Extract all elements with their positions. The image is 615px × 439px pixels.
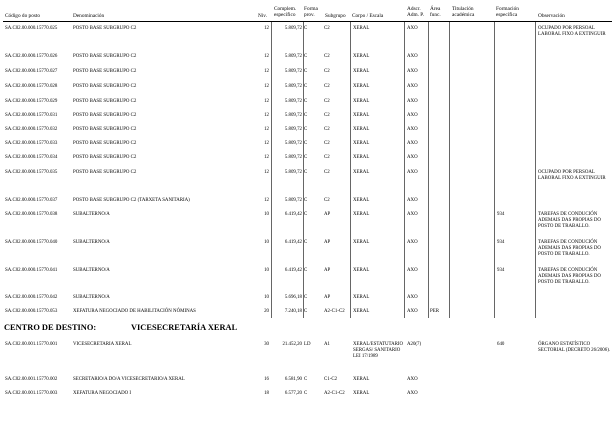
cell-body: XERAL [353,113,370,118]
cell-body: XERAL [353,99,370,104]
header-forma: Forma prov. [304,6,318,18]
cell-level: 12 [264,127,269,132]
cell-denomination: POSTO BASE SUBGRUPO C2 [73,26,137,31]
cell-denomination: POSTO BASE SUBGRUPO C2 [73,54,137,59]
cell-training: 640 [497,342,505,347]
cell-adscription: AXO [407,240,418,245]
cell-adscription: AXO [407,26,418,31]
cell-adscription: AXO [407,295,418,300]
cell-level: 12 [264,26,269,31]
cell-provision: C [304,198,308,203]
cell-training: 934 [497,268,505,273]
cell-complement: 5.809,72 [284,170,302,175]
cell-level: 10 [264,268,269,273]
cell-level: 12 [264,198,269,203]
cell-subgroup: A2-C1-C2 [324,309,345,314]
cell-complement: 5.809,72 [284,99,302,104]
cell-code: SA.C02.00.000.15770.042 [5,295,58,300]
cell-code: SA.C02.00.000.15770.026 [5,54,58,59]
cell-subgroup: AP [324,295,331,300]
column-divider [350,22,351,318]
cell-level: 12 [264,141,269,146]
cell-provision: C [304,240,308,245]
cell-provision: C [304,113,308,118]
cell-denomination: POSTO BASE SUBGRUPO C2 [73,113,137,118]
cell-adscription: AXO [407,155,418,160]
cell-subgroup: C2 [324,54,330,59]
cell-provision: C [304,212,308,217]
cell-adscription: AXO [407,127,418,132]
cell-denomination: XEFATURA NEGOCIADO I [73,391,132,396]
cell-body: XERAL [353,155,370,160]
cell-code: SA.C02.00.000.15770.053 [5,309,58,314]
cell-denomination: POSTO BASE SUBGRUPO C2 [73,99,137,104]
cell-code: SA.C02.00.001.15770.001 [5,342,58,347]
cell-subgroup: C2 [324,127,330,132]
cell-provision: C [304,127,308,132]
cell-provision: C [304,391,308,396]
header-area: Área func. [430,6,441,18]
cell-body: XERAL [353,127,370,132]
cell-complement: 5.809,72 [284,26,302,31]
cell-subgroup: C2 [324,84,330,89]
cell-adscription: AXO [407,309,418,314]
cell-code: SA.C02.00.000.15770.032 [5,127,58,132]
cell-adscription: AXO [407,391,418,396]
cell-adscription: A20(7) [407,342,422,347]
cell-provision: C [304,295,308,300]
cell-code: SA.C02.00.000.15770.038 [5,212,58,217]
header-formacion: Formación específica [496,6,519,18]
cell-body: XERAL [353,170,370,175]
cell-subgroup: C2 [324,26,330,31]
header-rule [3,21,612,22]
cell-denomination: POSTO BASE SUBGRUPO C2 [73,141,137,146]
cell-denomination: SECRETARIO/A DO/A VICESECRETARIO/A XERAL [73,377,185,382]
cell-subgroup: C1-C2 [324,377,338,382]
cell-body: XERAL [353,26,370,31]
cell-body: XERAL [353,295,370,300]
cell-adscription: AXO [407,377,418,382]
cell-training: 934 [497,212,505,217]
cell-complement: 5.809,72 [284,84,302,89]
cell-complement: 5.809,72 [284,141,302,146]
cell-body: XERAL [353,141,370,146]
cell-code: SA.C02.00.000.15770.031 [5,113,58,118]
cell-subgroup: C2 [324,113,330,118]
cell-adscription: AXO [407,84,418,89]
cell-code: SA.C02.00.001.15770.002 [5,377,58,382]
cell-denomination: POSTO BASE SUBGRUPO C2 (TARXETA SANITARIA) [73,198,190,203]
header-denominacion: Denominación [73,13,105,19]
cell-observation: TAREFAS DE CONDUCIÓN ADEMAIS DAS PROPIAS DO POSTO DE TRABALLO. [538,212,601,229]
cell-denomination: SUBALTERNO/A [73,240,110,245]
cell-code: SA.C02.00.001.15770.003 [5,391,58,396]
cell-subgroup: AP [324,240,331,245]
cell-code: SA.C02.00.000.15770.025 [5,26,58,31]
cell-complement: 6.577,20 [284,391,302,396]
cell-provision: C [304,141,308,146]
cell-provision: C [304,69,308,74]
cell-body: XERAL [353,84,370,89]
cell-observation: TAREFAS DE CONDUCIÓN ADEMAIS DAS PROPIAS DO POSTO DE TRABALLO. [538,268,601,285]
cell-subgroup: AP [324,268,331,273]
cell-observation: OCUPADO POR PERSOAL LABORAL FIXO A EXTINGUIR [538,170,606,181]
cell-code: SA.C02.00.000.15770.035 [5,170,58,175]
cell-adscription: AXO [407,268,418,273]
cell-provision: C [304,377,308,382]
cell-adscription: AXO [407,170,418,175]
cell-denomination: SUBALTERNO/A [73,268,110,273]
cell-level: 12 [264,155,269,160]
cell-code: SA.C02.00.000.15770.028 [5,84,58,89]
cell-provision: LD [304,342,311,347]
cell-body: XERAL [353,377,370,382]
cell-subgroup: C2 [324,170,330,175]
header-titulacion: Titulación académica [452,6,475,18]
cell-complement: 5.696,18 [284,295,302,300]
cell-level: 16 [264,377,269,382]
cell-complement: 5.809,72 [284,69,302,74]
header-observacion: Observación [538,13,565,19]
cell-subgroup: C2 [324,99,330,104]
cell-observation: TAREFAS DE CONDUCIÓN ADEMAIS DAS PROPIAS DO POSTO DE TRABALLO. [538,240,601,257]
cell-level: 18 [264,391,269,396]
cell-observation: OCUPADO POR PERSOAL LABORAL FIXO A EXTINGUIR [538,26,606,37]
column-divider [535,22,536,318]
cell-denomination: XEFATURA NEGOCIADO DE HABILITACIÓN NÓMINAS [73,309,196,314]
cell-adscription: AXO [407,69,418,74]
cell-denomination: POSTO BASE SUBGRUPO C2 [73,84,137,89]
cell-provision: C [304,309,308,314]
cell-body: XERAL [353,391,370,396]
column-divider [449,22,450,318]
cell-level: 12 [264,54,269,59]
cell-body: XERAL [353,268,370,273]
cell-provision: C [304,84,308,89]
column-divider [494,22,495,318]
cell-complement: 5.809,72 [284,127,302,132]
cell-denomination: POSTO BASE SUBGRUPO C2 [73,69,137,74]
cell-complement: 6.419,42 [284,212,302,217]
cell-code: SA.C02.00.000.15770.027 [5,69,58,74]
column-divider [271,22,272,318]
cell-code: SA.C02.00.000.15770.029 [5,99,58,104]
cell-level: 10 [264,212,269,217]
cell-adscription: AXO [407,212,418,217]
cell-body: XERAL [353,198,370,203]
cell-level: 12 [264,170,269,175]
cell-complement: 5.809,72 [284,198,302,203]
cell-level: 20 [264,309,269,314]
cell-complement: 5.809,72 [284,113,302,118]
cell-denomination: POSTO BASE SUBGRUPO C2 [73,155,137,160]
cell-code: SA.C02.00.000.15770.037 [5,198,58,203]
cell-provision: C [304,26,308,31]
cell-area: PER [430,309,439,314]
cell-code: SA.C02.00.000.15770.033 [5,141,58,146]
cell-complement: 21.452,20 [282,342,302,347]
cell-complement: 5.809,72 [284,155,302,160]
cell-adscription: AXO [407,141,418,146]
cell-subgroup: C2 [324,69,330,74]
cell-provision: C [304,99,308,104]
cell-subgroup: AP [324,212,331,217]
cell-subgroup: C2 [324,141,330,146]
cell-complement: 6.581,90 [284,377,302,382]
cell-complement: 5.809,72 [284,54,302,59]
cell-complement: 6.419,42 [284,268,302,273]
cell-body: XERAL [353,212,370,217]
cell-level: 12 [264,113,269,118]
cell-body: XERAL [353,54,370,59]
cell-subgroup: A2-C1-C2 [324,391,345,396]
header-adscr: Adscr. Adm. P. [407,6,424,18]
cell-provision: C [304,54,308,59]
cell-body: XERAL [353,309,370,314]
cell-training: 934 [497,240,505,245]
cell-denomination: SUBALTERNO/A [73,212,110,217]
cell-level: 10 [264,240,269,245]
header-complem: Complem. específico [274,6,297,18]
cell-adscription: AXO [407,99,418,104]
destination-center-name: VICESECRETARÍA XERAL [131,323,238,332]
cell-provision: C [304,155,308,160]
cell-level: 10 [264,295,269,300]
destination-center-label: CENTRO DE DESTINO: [4,323,97,332]
column-divider [404,22,405,318]
header-subgrupo: Subgrupo [325,13,346,19]
cell-body: XERAL [353,69,370,74]
cell-complement: 6.419,42 [284,240,302,245]
cell-denomination: POSTO BASE SUBGRUPO C2 [73,127,137,132]
header-niv: Niv. [258,13,267,19]
cell-level: 30 [264,342,269,347]
header-corpo: Corpo / Escala [352,13,384,19]
cell-level: 12 [264,99,269,104]
cell-code: SA.C02.00.000.15770.040 [5,240,58,245]
cell-provision: C [304,268,308,273]
cell-complement: 7.240,18 [284,309,302,314]
cell-level: 12 [264,84,269,89]
cell-level: 12 [264,69,269,74]
cell-subgroup: A1 [324,342,330,347]
cell-provision: C [304,170,308,175]
cell-code: SA.C02.00.000.15770.041 [5,268,58,273]
cell-denomination: SUBALTERNO/A [73,295,110,300]
cell-observation: ÓRGANO ESTATÍSTICO SECTORIAL (DECRETO 26/2006). [538,342,611,353]
cell-adscription: AXO [407,54,418,59]
cell-denomination: VICESECRETARIA XERAL [73,342,132,347]
cell-denomination: POSTO BASE SUBGRUPO C2 [73,170,137,175]
cell-subgroup: C2 [324,198,330,203]
cell-adscription: AXO [407,198,418,203]
cell-subgroup: C2 [324,155,330,160]
cell-body: XERAL/ESTATUTARIO SERGAS/ SANITARIO LEI 17/1989 [353,342,404,359]
header-codigo: Código do posto [5,13,41,19]
cell-code: SA.C02.00.000.15770.034 [5,155,58,160]
cell-body: XERAL [353,240,370,245]
column-divider [428,22,429,318]
cell-adscription: AXO [407,113,418,118]
